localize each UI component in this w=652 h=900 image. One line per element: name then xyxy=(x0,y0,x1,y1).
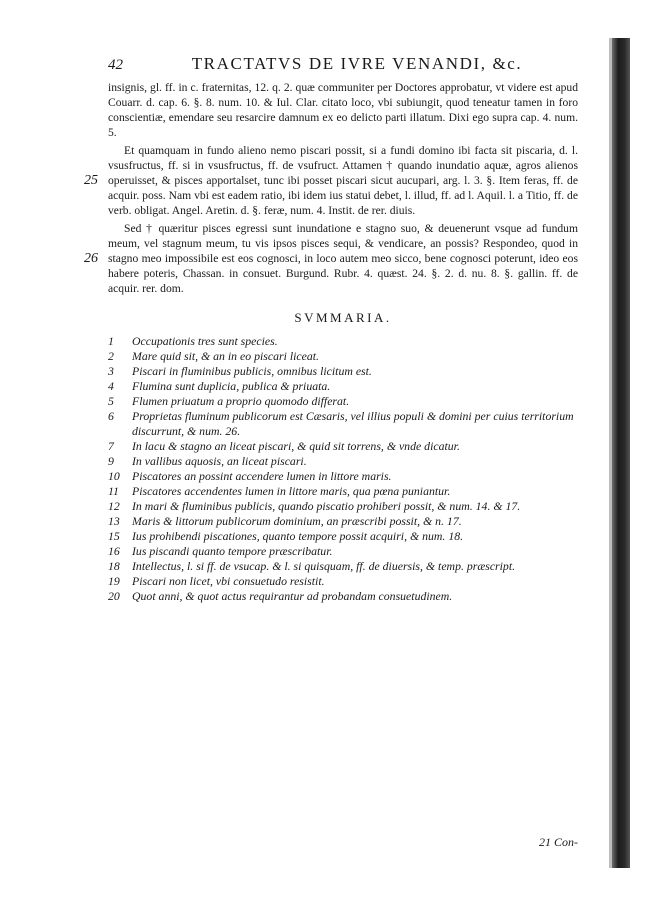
paragraph-text: insignis, gl. ff. in c. fraternitas, 12. q. 2. quæ communiter per Doctores approbatur, vt videre est apud Couarr. d. cap. 6. §. 8. num. 10. & Iul. Clar. citato loco, vbi subiungit, quod teneatur tamen in foro conscientiæ, emendare seu resarcire damnum ex eo delicto parti illatum. Dixi ego supra cap. 4. num. 5. xyxy=(108,81,578,139)
summaria-item-number: 2 xyxy=(108,349,114,363)
summaria-heading: SVMMARIA. xyxy=(294,310,392,325)
summaria-item-number: 12 xyxy=(108,499,120,513)
paragraph-text: Sed † quæritur pisces egressi sunt inundatione e stagno suo, & deuenerunt vsque ad fundum meum, vel stagnum meum, tu vis ipsos pisces sequi, & vendicare, an possis? Respondeo, quod in stagno meo impossibile est eos cognosci, in loco autem meo sicco, bene cognosci poterunt, ideo eos habere poteris, Chassan. in consuet. Burgund. Rubr. 4. quæst. 24. §. 2. d. nu. 8. §. gallin. ff. de acquir. rer. dom. xyxy=(108,222,578,295)
running-title: TRACTATVS DE IVRE VENANDI, &c. xyxy=(191,54,523,73)
running-head xyxy=(108,54,578,78)
paragraph xyxy=(108,80,578,140)
summaria-list xyxy=(108,334,578,604)
summaria-item xyxy=(108,394,578,409)
summaria-item xyxy=(108,514,578,529)
summaria-item xyxy=(108,529,578,544)
paragraph xyxy=(84,221,578,296)
summaria-item-number: 13 xyxy=(108,514,120,528)
margin-number: 26 xyxy=(84,251,98,266)
summaria-item xyxy=(108,349,578,364)
summaria-item-text: Ius piscandi quanto tempore præscribatur. xyxy=(132,544,333,558)
page-number: 42 xyxy=(108,57,123,73)
summaria-item-text: Piscatores accendentes lumen in littore maris, qua pœna puniantur. xyxy=(132,484,451,498)
summaria-item-text: Piscari in fluminibus publicis, omnibus licitum est. xyxy=(132,364,372,378)
summaria-item-number: 10 xyxy=(108,469,120,483)
summaria-item-text: Flumina sunt duplicia, publica & priuata. xyxy=(132,379,331,393)
summaria-item-number: 20 xyxy=(108,589,120,603)
summaria-item xyxy=(108,409,578,439)
summaria-item xyxy=(108,499,578,514)
summaria-item-number: 4 xyxy=(108,379,114,393)
body-text xyxy=(84,80,578,296)
summaria-item xyxy=(108,589,578,604)
summaria-item-number: 18 xyxy=(108,559,120,573)
summaria-item-text: Intellectus, l. si ff. de vsucap. & l. si quisquam, ff. de diuersis, & temp. præscript. xyxy=(132,559,516,573)
summaria-item xyxy=(108,484,578,499)
summaria-item xyxy=(108,454,578,469)
summaria-item-text: Flumen priuatum a proprio quomodo differat. xyxy=(132,394,350,408)
summaria-item-number: 11 xyxy=(108,484,119,498)
summaria-item xyxy=(108,379,578,394)
summaria-item-text: Proprietas fluminum publicorum est Cæsaris, vel illius populi & domini per cuius territorium discurrunt, & num. 26. xyxy=(132,409,574,438)
summaria-item xyxy=(108,559,578,574)
summaria-item-number: 6 xyxy=(108,409,114,423)
summaria-item xyxy=(108,334,578,349)
paragraph xyxy=(84,143,578,218)
summaria-item-number: 3 xyxy=(108,364,114,378)
summaria-item-text: Occupationis tres sunt species. xyxy=(132,334,278,348)
summaria-item xyxy=(108,469,578,484)
summaria-item-number: 1 xyxy=(108,334,114,348)
summaria-item-number: 19 xyxy=(108,574,120,588)
book-page xyxy=(84,54,578,849)
summaria-item xyxy=(108,574,578,589)
summaria-item xyxy=(108,544,578,559)
summaria-item-text: Piscatores an possint accendere lumen in littore maris. xyxy=(132,469,392,483)
summaria-item-number: 9 xyxy=(108,454,114,468)
summaria-item-text: In mari & fluminibus publicis, quando piscatio prohiberi possit, & num. 14. & 17. xyxy=(132,499,521,513)
summaria-item xyxy=(108,439,578,454)
summaria-item-number: 16 xyxy=(108,544,120,558)
summaria-item-text: Mare quid sit, & an in eo piscari liceat. xyxy=(132,349,319,363)
summaria-item-text: In lacu & stagno an liceat piscari, & quid sit torrens, & vnde dicatur. xyxy=(132,439,460,453)
summaria-item-text: Quot anni, & quot actus requirantur ad probandam consuetudinem. xyxy=(132,589,453,603)
summaria-item-text: Maris & littorum publicorum dominium, an præscribi possit, & n. 17. xyxy=(132,514,462,528)
catchword: 21 Con- xyxy=(539,835,578,849)
summaria-item-text: Piscari non licet, vbi consuetudo resistit. xyxy=(132,574,325,588)
summaria-item-number: 5 xyxy=(108,394,114,408)
margin-number: 25 xyxy=(84,173,98,188)
summaria-item-text: In vallibus aquosis, an liceat piscari. xyxy=(132,454,307,468)
summaria-item xyxy=(108,364,578,379)
summaria-item-number: 15 xyxy=(108,529,120,543)
book-spine xyxy=(612,38,630,868)
summaria-item-number: 7 xyxy=(108,439,114,453)
summaria-item-text: Ius prohibendi piscationes, quanto tempore possit acquiri, & num. 18. xyxy=(132,529,464,543)
paragraph-text: Et quamquam in fundo alieno nemo piscari possit, si a fundi domino ibi facta sit piscaria, d. l. vsusfructus, ff. si in vsusfructus, ff. de vsufruct. Attamen † quando inundatio aquæ, agros alienos operuisset, & pisces apportalset, tunc ibi posset piscari sicut aucupari, arg. l. 3. §. Item feras, ff. de acquir. poss. Nam vbi est eadem ratio, ibi idem ius statui debet, l. illud, ff. ad l. Aquil. l. a Titio, ff. de verb. obligat. Angel. Aretin. d. §. feræ, num. 4. Instit. de rer. diuis. xyxy=(108,144,578,217)
